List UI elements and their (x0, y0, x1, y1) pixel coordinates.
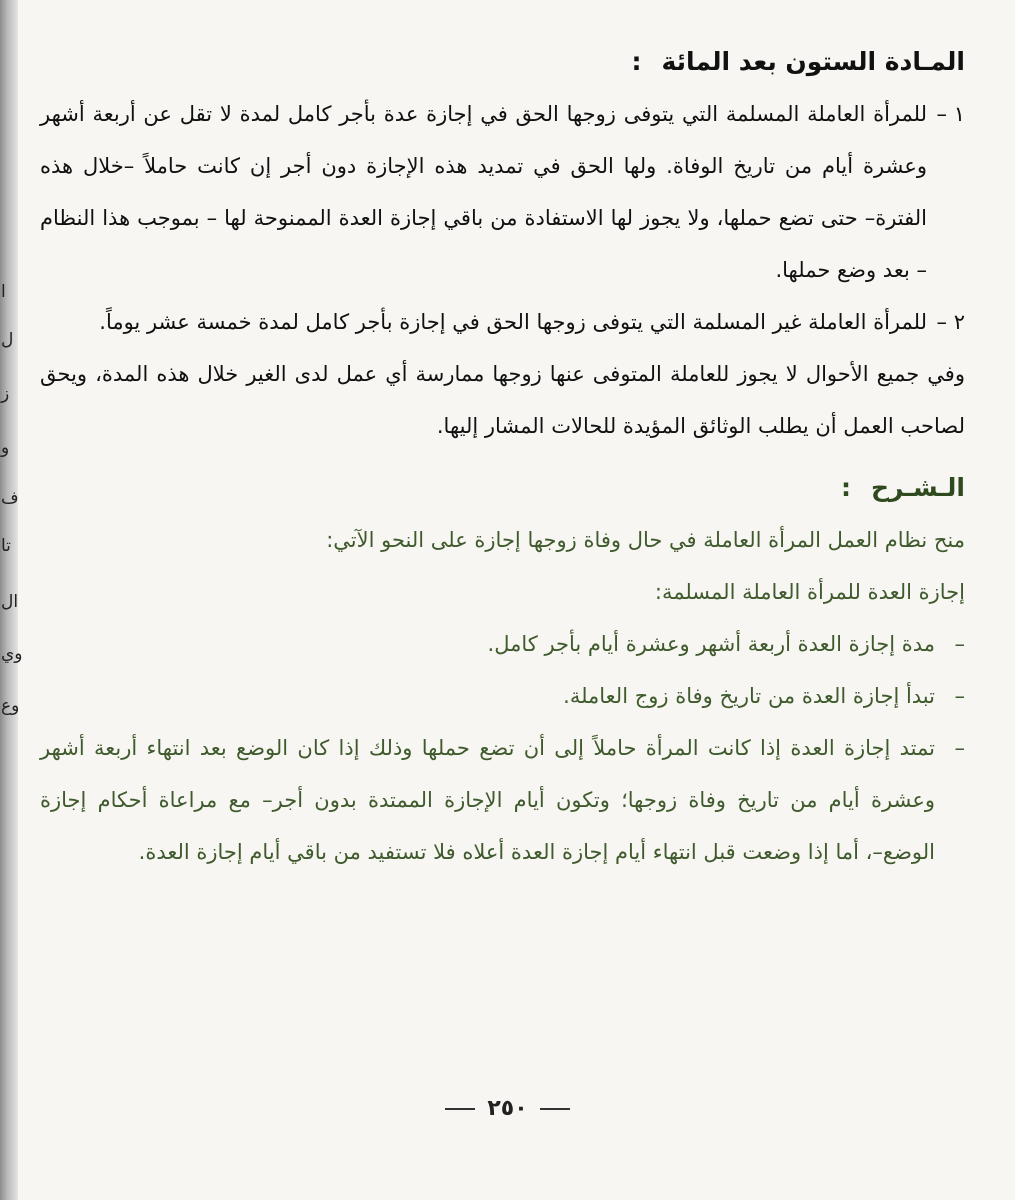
bullet-text: تبدأ إجازة العدة من تاريخ وفاة زوج العاملة. (563, 684, 935, 708)
item-number: ٢ – (936, 310, 965, 334)
bullet-dash: – (954, 684, 965, 708)
explanation-bullet (40, 722, 965, 878)
facing-page-fragment: ل (1, 330, 14, 350)
bullet-dash: – (954, 736, 965, 760)
page-number-rule (540, 1108, 570, 1110)
facing-page-fragment: و (1, 438, 10, 458)
article-item-2 (40, 296, 965, 348)
item-number: ١ – (936, 102, 965, 126)
article-title-text: المـادة الستون بعد المائة (661, 47, 965, 76)
page-number-rule (445, 1108, 475, 1110)
explanation-subheading: إجازة العدة للمرأة العاملة المسلمة: (654, 580, 965, 604)
explanation-bullet (40, 670, 965, 722)
facing-page-fragment: ال (1, 592, 19, 612)
bullet-text: تمتد إجازة العدة إذا كانت المرأة حاملاً إلى أن تضع حملها وذلك إذا كان الوضع بعد انتهاء أربعة أشهر وعشرة أيام من تاريخ وفاة زوجها؛ وتكون أيام الإجازة الممتدة بدون أجر– مع مراعاة أحكام إجازة الوضع–، أما إذا وضعت قبل انتهاء أيام إجازة العدة أعلاه فلا تستفيد من باقي أيام إجازة العدة. (40, 736, 935, 864)
article-closing-paragraph: وفي جميع الأحوال لا يجوز للعاملة المتوفى عنها زوجها ممارسة أي عمل لدى الغير خلال هذه المدة، ويحق لصاحب العمل أن يطلب الوثائق المؤيدة للحالات المشار إليها. (40, 362, 965, 438)
article-title-colon: : (631, 47, 642, 76)
item-text: للمرأة العاملة غير المسلمة التي يتوفى زوجها الحق في إجازة بأجر كامل لمدة خمسة عشر يوماً. (99, 310, 927, 334)
facing-page-fragment: تا (1, 536, 11, 556)
facing-page-fragment: ز (1, 384, 10, 404)
facing-page-fragment: ف (1, 488, 19, 508)
page-number (0, 1096, 1015, 1121)
facing-page-fragment: ا (1, 282, 6, 302)
bullet-text: مدة إجازة العدة أربعة أشهر وعشرة أيام بأجر كامل. (487, 632, 935, 656)
facing-page-fragment: وي (1, 644, 23, 664)
explanation-title (40, 466, 965, 510)
item-text: للمرأة العاملة المسلمة التي يتوفى زوجها الحق في إجازة عدة بأجر كامل لمدة لا تقل عن أربعة أشهر وعشرة أيام من تاريخ الوفاة. ولها الحق في تمديد هذه الإجازة دون أجر إن كانت حاملاً –خلال هذه الفترة– حتى تضع حملها، ولا يجوز لها الاستفادة من باقي إجازة العدة الممنوحة لها – بموجب هذا النظام – بعد وضع حملها. (40, 102, 927, 282)
article-title (40, 40, 965, 84)
bullet-dash: – (954, 632, 965, 656)
book-page (40, 30, 965, 878)
explanation-title-text: الـشـرح (870, 473, 965, 502)
article-item-1 (40, 88, 965, 296)
facing-page-fragment: وع (1, 696, 20, 716)
explanation-title-colon: : (840, 473, 851, 502)
explanation-bullet (40, 618, 965, 670)
explanation-intro: منح نظام العمل المرأة العاملة في حال وفاة زوجها إجازة على النحو الآتي: (326, 528, 965, 552)
page-number-text: ٢٥٠ (487, 1096, 528, 1121)
